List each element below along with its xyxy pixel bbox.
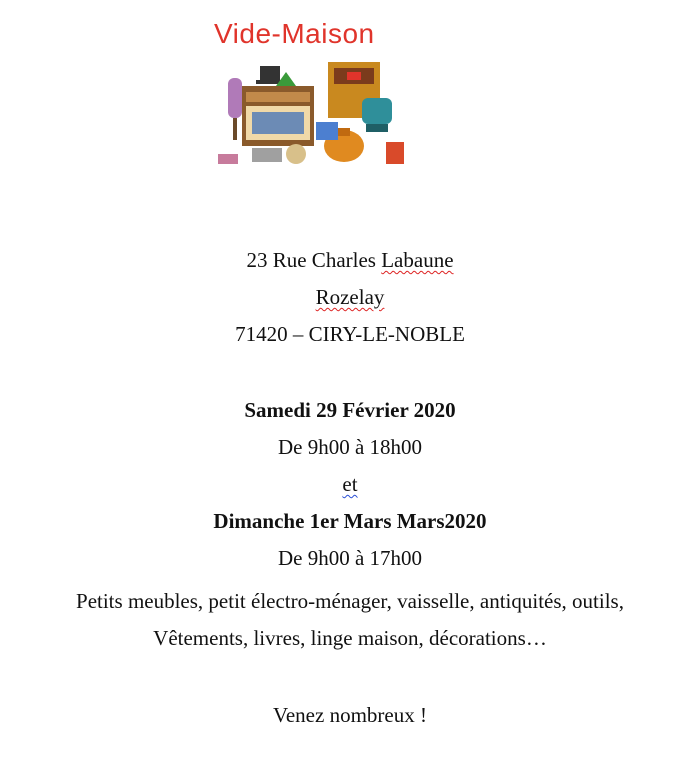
day2-label: Dimanche 1er Mars Mars2020	[213, 509, 487, 533]
closing-block	[0, 697, 700, 734]
closing-text: Venez nombreux !	[273, 703, 427, 727]
items-line-1: Petits meubles, petit électro-ménager, vaisselle, antiquités, outils,	[76, 589, 624, 613]
address-hamlet: Rozelay	[315, 285, 385, 309]
street-name: Labaune	[381, 248, 454, 272]
items-line-2: Vêtements, livres, linge maison, décorations…	[153, 626, 547, 650]
page-title: Vide-Maison	[214, 18, 375, 49]
address-street: 23 Rue Charles Labaune	[246, 248, 454, 272]
address-city: 71420 – CIRY-LE-NOBLE	[235, 322, 465, 346]
day2-hours: De 9h00 à 17h00	[277, 546, 423, 570]
day1-label: Samedi 29 Février 2020	[244, 398, 456, 422]
items-block	[0, 583, 700, 657]
conjunction: et	[342, 472, 358, 496]
flea-market-clipart-icon	[216, 58, 410, 174]
address-block	[0, 242, 700, 353]
schedule-block	[0, 392, 700, 577]
day1-hours: De 9h00 à 18h00	[277, 435, 423, 459]
